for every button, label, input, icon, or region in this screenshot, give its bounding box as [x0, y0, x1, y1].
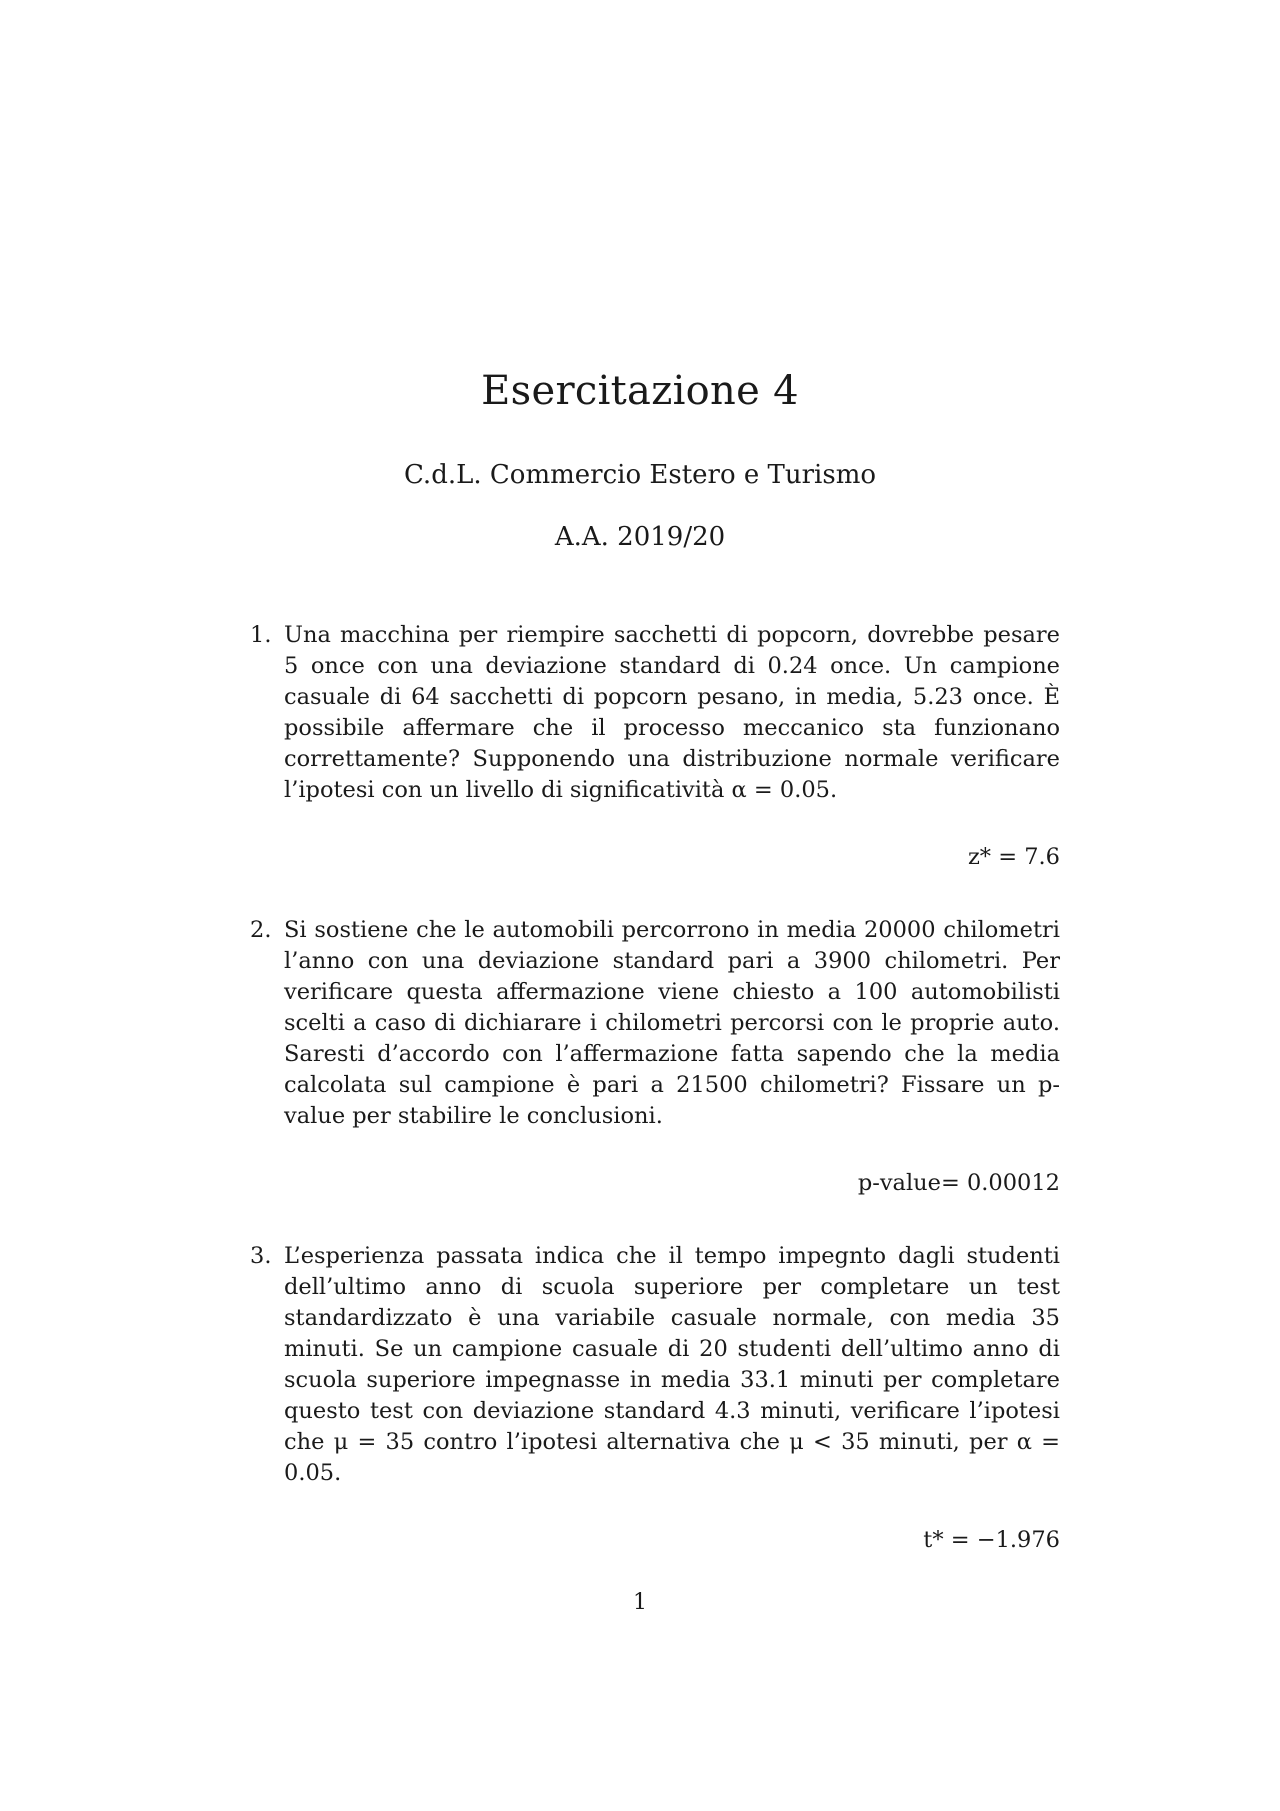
exercise-number: 2. — [250, 917, 272, 943]
exercise-answer: t* = −1.976 — [923, 1527, 1060, 1553]
exercise-answer: p-value= 0.00012 — [857, 1170, 1060, 1196]
page-title: Esercitazione 4 — [481, 368, 799, 414]
exercise-item — [250, 1241, 1060, 1556]
exercise-list — [250, 620, 1060, 1556]
exercise-text: L’esperienza passata indica che il tempo impegnto dagli studenti dell’ultimo anno di scuola superiore per completare un test standardizzato è una variabile casuale normale, con media 35 minuti. Se un campione casuale di 20 studenti dell’ultimo anno di scuola superiore impegnasse in media 33.1 minuti per completare questo test con deviazione standard 4.3 minuti, verificare l’ipotesi che μ = 35 contro l’ipotesi alternativa che μ < 35 minuti, per α = 0.05. — [284, 1243, 1060, 1486]
page-number: 1 — [633, 1590, 647, 1615]
exercise-text: Una macchina per riempire sacchetti di popcorn, dovrebbe pesare 5 once con una deviazione standard di 0.24 once. Un campione casuale di 64 sacchetti di popcorn pesano, in media, 5.23 once. È possibile affermare che il processo meccanico sta funzionano correttamente? Supponendo una distribuzione normale verificare l’ipotesi con un livello di significatività α = 0.05. — [284, 622, 1060, 803]
academic-year: A.A. 2019/20 — [554, 522, 726, 552]
exercise-text: Si sostiene che le automobili percorrono in media 20000 chilometri l’anno con una deviazione standard pari a 3900 chilometri. Per verificare questa affermazione viene chiesto a 100 automobilisti scelti a caso di dichiarare i chilometri percorsi con le proprie auto. Saresti d’accordo con l’affermazione fatta sapendo che la media calcolata sul campione è pari a 21500 chilometri? Fissare un p-value per stabilire le conclusioni. — [284, 917, 1060, 1129]
exercise-answer: z* = 7.6 — [967, 844, 1060, 870]
exercise-number: 1. — [250, 622, 272, 648]
exercise-item — [250, 620, 1060, 873]
course-name: C.d.L. Commercio Estero e Turismo — [403, 460, 877, 490]
exercise-number: 3. — [250, 1243, 272, 1269]
exercise-item — [250, 915, 1060, 1199]
